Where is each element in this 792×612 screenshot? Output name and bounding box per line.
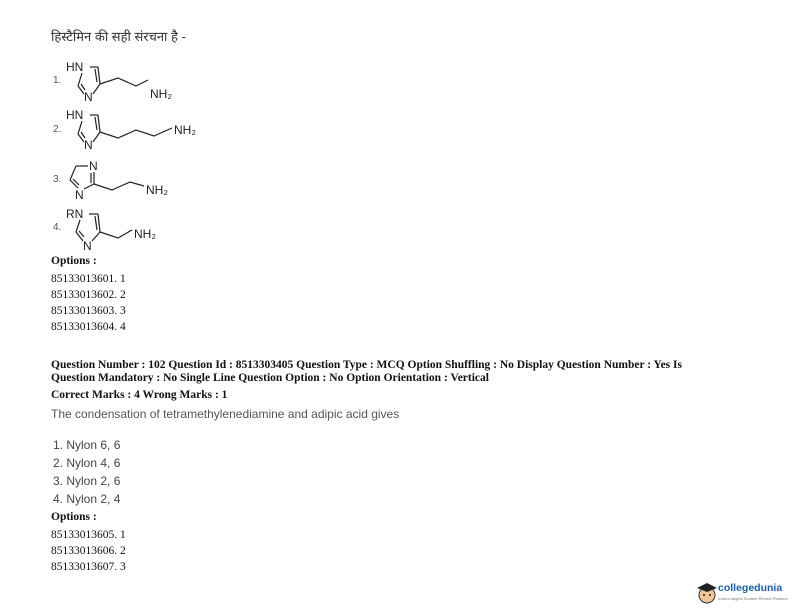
- answer-choice: 4. Nylon 2, 4: [53, 492, 121, 506]
- amine-label: NH₂: [150, 87, 172, 101]
- molecule-option-4: [62, 204, 192, 254]
- amine-label: NH₂: [134, 227, 156, 241]
- ring-bottom-label: N: [75, 188, 84, 202]
- option-number: 3.: [53, 174, 62, 185]
- question-meta-line: Question Mandatory : No Single Line Question Option : No Option Orientation : Vertical: [51, 372, 489, 384]
- logo-wordmark: collegedunia: [718, 582, 783, 594]
- options-heading: Options :: [51, 255, 97, 267]
- answer-choice: 3. Nylon 2, 6: [53, 474, 121, 488]
- collegedunia-logo: [696, 578, 788, 608]
- molecule-option-1: [62, 58, 192, 106]
- option-id: 85133013607. 3: [51, 561, 126, 573]
- molecule-option-2: [62, 106, 222, 154]
- marks-line: Correct Marks : 4 Wrong Marks : 1: [51, 389, 228, 401]
- question-text-hindi: हिस्टैमिन की सही संरचना है -: [51, 29, 186, 44]
- ring-top-label: RN: [66, 207, 84, 221]
- amine-label: NH₂: [146, 183, 168, 197]
- logo-tagline: India's largest Student Review Platform: [718, 596, 788, 601]
- option-id: 85133013602. 2: [51, 289, 126, 301]
- option-number: 1.: [53, 75, 62, 86]
- answer-choice: 1. Nylon 6, 6: [53, 438, 121, 452]
- option-id: 85133013605. 1: [51, 529, 126, 541]
- ring-top-label: HN: [66, 60, 84, 74]
- amine-label: NH₂: [174, 123, 196, 137]
- question-meta-line: Question Number : 102 Question Id : 8513303405 Question Type : MCQ Option Shuffling : No Display Question Number : Yes Is: [51, 359, 682, 371]
- option-id: 85133013603. 3: [51, 305, 126, 317]
- option-id: 85133013601. 1: [51, 273, 126, 285]
- option-number: 2.: [53, 124, 62, 135]
- ring-top-label: N: [89, 159, 98, 173]
- options-heading: Options :: [51, 511, 97, 523]
- graduate-cap-icon: [696, 581, 718, 605]
- ring-bottom-label: N: [84, 138, 93, 152]
- ring-bottom-label: N: [83, 239, 92, 253]
- question-meta: [51, 359, 731, 385]
- ring-bottom-label: N: [84, 90, 93, 104]
- molecule-option-3: [62, 156, 192, 206]
- ring-top-label: HN: [66, 108, 84, 122]
- option-id: 85133013606. 2: [51, 545, 126, 557]
- option-number: 4.: [53, 222, 62, 233]
- question-text: The condensation of tetramethylenediamine and adipic acid gives: [51, 407, 400, 421]
- option-id: 85133013604. 4: [51, 321, 126, 333]
- answer-choice: 2. Nylon 4, 6: [53, 456, 121, 470]
